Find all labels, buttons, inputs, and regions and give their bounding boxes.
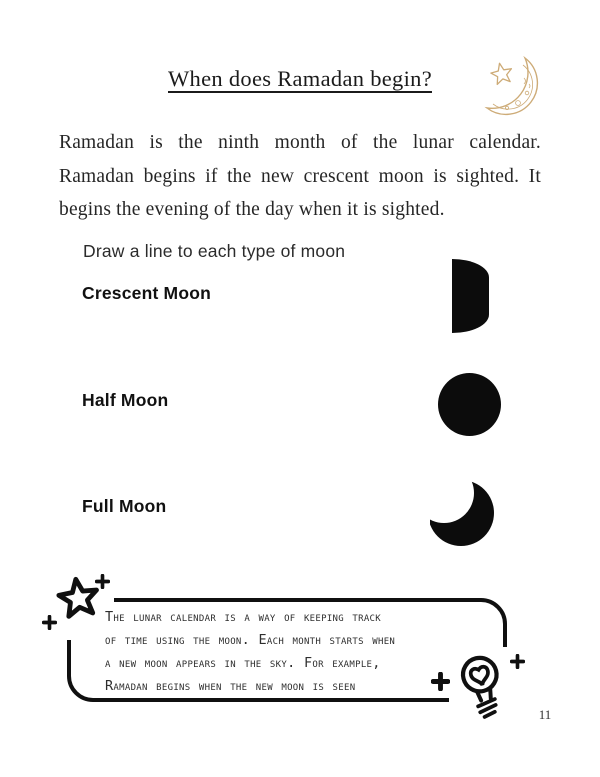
- intro-line: begins the evening of the day when it is sighted.: [59, 199, 445, 220]
- plus-sparkle-icon: [42, 615, 57, 635]
- info-line: Ramadan begins when the new moon is seen: [105, 678, 356, 694]
- label-crescent-moon[interactable]: Crescent Moon: [82, 283, 212, 303]
- intro-line: Ramadan begins if the new crescent moon is sighted. It: [59, 165, 541, 187]
- activity-instruction: Draw a line to each type of moon: [83, 241, 346, 261]
- plus-sparkle-icon: [510, 654, 525, 674]
- label-full-moon[interactable]: Full Moon: [82, 496, 167, 516]
- intro-paragraph: [59, 126, 541, 227]
- label-half-moon[interactable]: Half Moon: [82, 390, 169, 410]
- page-number: 11: [538, 707, 552, 722]
- ornate-crescent-star-icon: [477, 52, 549, 129]
- plus-sparkle-icon: [95, 574, 110, 594]
- info-line: of time using the moon. Each month starts when: [105, 632, 396, 648]
- half-moon-shape[interactable]: [452, 259, 489, 333]
- full-moon-shape[interactable]: [438, 373, 501, 436]
- info-line: The lunar calendar is a way of keeping track: [105, 609, 381, 625]
- intro-line: Ramadan is the ninth month of the lunar calendar.: [59, 132, 541, 153]
- info-line: a new moon appears in the sky. For example,: [105, 655, 381, 671]
- plus-sparkle-icon: [431, 672, 450, 696]
- crescent-moon-shape[interactable]: [430, 471, 494, 552]
- page-title: When does Ramadan begin?: [168, 66, 432, 91]
